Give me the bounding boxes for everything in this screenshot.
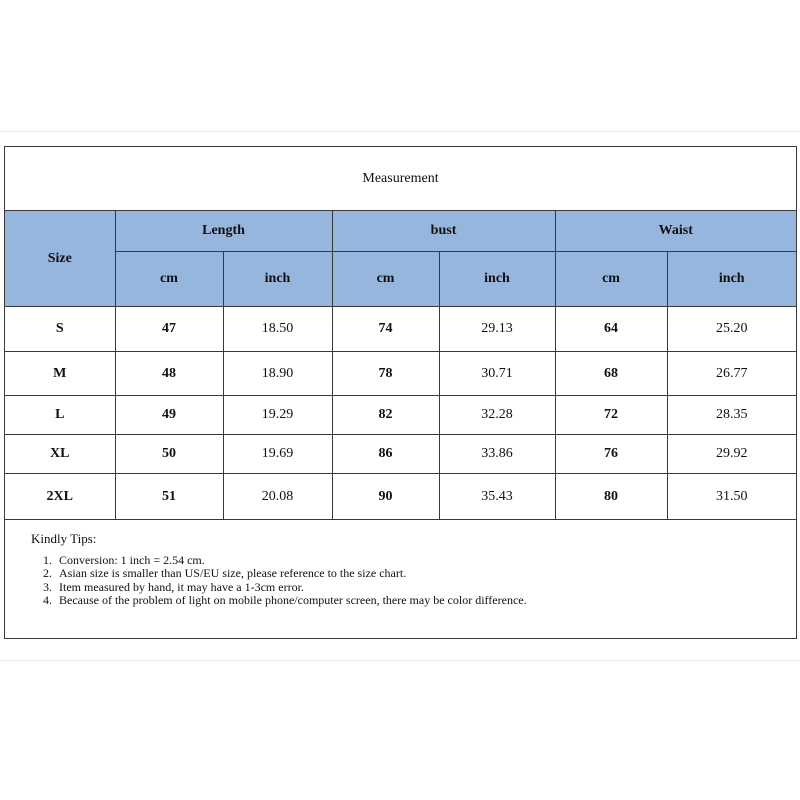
waist-cm-cell: 72	[555, 396, 667, 435]
bust-cm-header: cm	[332, 252, 439, 307]
table-row	[5, 396, 796, 435]
size-cell: M	[5, 352, 115, 396]
table-row	[5, 435, 796, 474]
bust-group-header: bust	[332, 211, 555, 252]
length-cm-cell: 47	[115, 307, 223, 352]
waist-cm-cell: 68	[555, 352, 667, 396]
waist-group-header: Waist	[555, 211, 796, 252]
tips-title: Kindly Tips:	[31, 531, 97, 546]
length-group-header: Length	[115, 211, 332, 252]
waist-cm-cell: 80	[555, 474, 667, 520]
bust-inch-cell: 33.86	[439, 435, 555, 474]
length-cm-header: cm	[115, 252, 223, 307]
length-inch-cell: 18.90	[223, 352, 332, 396]
header-row-units	[5, 252, 796, 307]
tip-item: 2. Asian size is smaller than US/EU size, please reference to the size chart.	[55, 567, 529, 581]
waist-inch-cell: 25.20	[667, 307, 796, 352]
waist-cm-cell: 76	[555, 435, 667, 474]
waist-inch-cell: 29.92	[667, 435, 796, 474]
bust-cm-cell: 74	[332, 307, 439, 352]
bust-inch-cell: 30.71	[439, 352, 555, 396]
size-column-header: Size	[5, 211, 115, 307]
tips-list	[31, 554, 796, 608]
length-inch-cell: 20.08	[223, 474, 332, 520]
size-cell: 2XL	[5, 474, 115, 520]
length-cm-cell: 51	[115, 474, 223, 520]
length-cm-cell: 48	[115, 352, 223, 396]
kindly-tips	[5, 520, 796, 608]
header-row-groups	[5, 211, 796, 252]
size-cell: XL	[5, 435, 115, 474]
table-row	[5, 307, 796, 352]
length-inch-cell: 18.50	[223, 307, 332, 352]
bust-inch-cell: 35.43	[439, 474, 555, 520]
size-chart	[4, 146, 797, 639]
table-row	[5, 352, 796, 396]
tip-item: 3. Item measured by hand, it may have a 1-3cm error.	[55, 581, 529, 595]
bust-inch-cell: 29.13	[439, 307, 555, 352]
size-cell: L	[5, 396, 115, 435]
bust-cm-cell: 82	[332, 396, 439, 435]
tip-item: 1. Conversion: 1 inch = 2.54 cm.	[55, 554, 529, 568]
length-cm-cell: 50	[115, 435, 223, 474]
table-row	[5, 474, 796, 520]
length-cm-cell: 49	[115, 396, 223, 435]
size-cell: S	[5, 307, 115, 352]
length-inch-cell: 19.69	[223, 435, 332, 474]
length-inch-header: inch	[223, 252, 332, 307]
bust-cm-cell: 78	[332, 352, 439, 396]
waist-inch-cell: 31.50	[667, 474, 796, 520]
waist-inch-cell: 26.77	[667, 352, 796, 396]
bust-inch-cell: 32.28	[439, 396, 555, 435]
waist-inch-header: inch	[667, 252, 796, 307]
waist-cm-header: cm	[555, 252, 667, 307]
tip-item: 4. Because of the problem of light on mobile phone/computer screen, there may be color difference.	[55, 594, 529, 608]
length-inch-cell: 19.29	[223, 396, 332, 435]
size-table	[5, 211, 796, 520]
chart-title: Measurement	[5, 147, 796, 211]
bottom-divider	[0, 660, 800, 661]
bust-inch-header: inch	[439, 252, 555, 307]
bust-cm-cell: 86	[332, 435, 439, 474]
top-divider	[0, 131, 800, 132]
waist-cm-cell: 64	[555, 307, 667, 352]
waist-inch-cell: 28.35	[667, 396, 796, 435]
bust-cm-cell: 90	[332, 474, 439, 520]
